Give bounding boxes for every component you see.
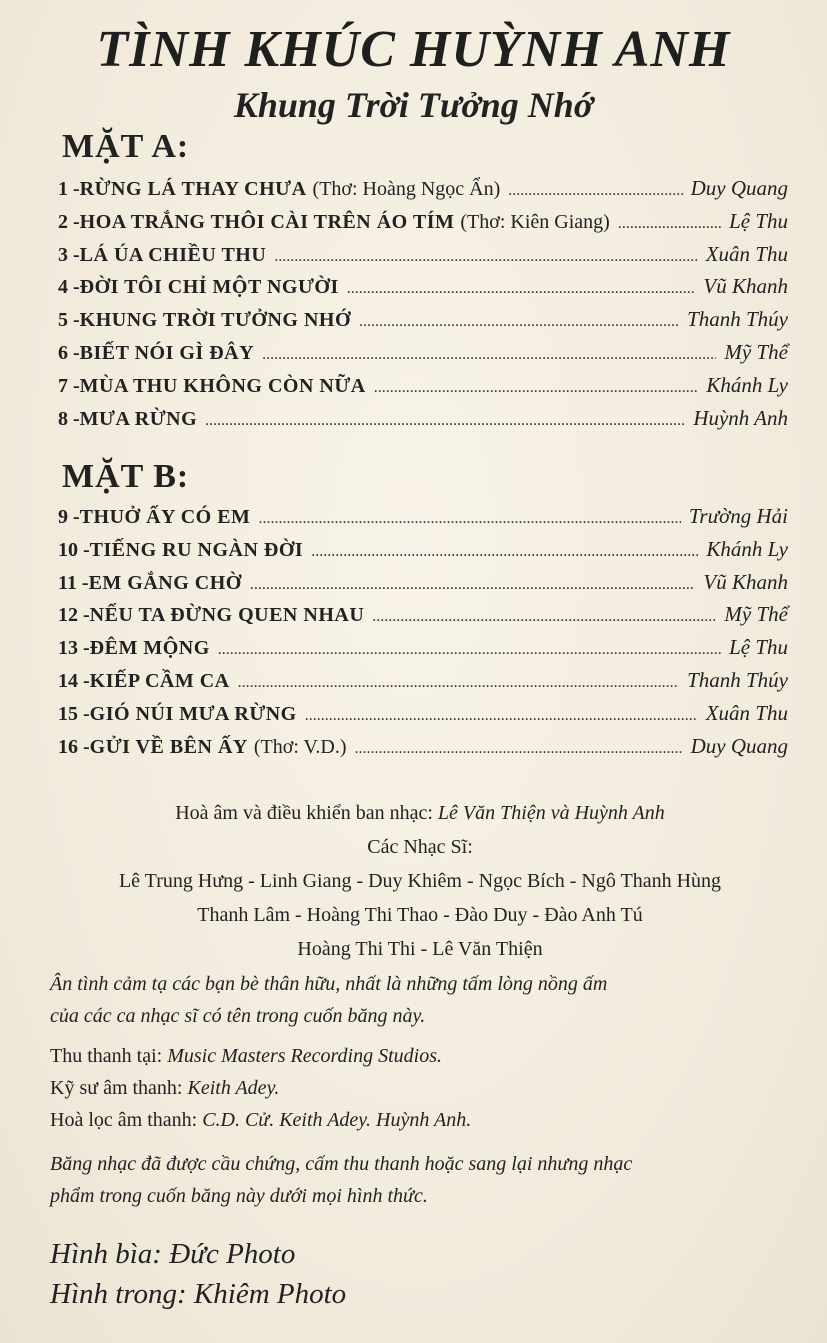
dot-leader xyxy=(359,309,679,332)
side-b-track-list xyxy=(58,504,788,766)
track-number: 14 - xyxy=(58,669,90,692)
track-title: THUỞ ẤY CÓ EM xyxy=(79,506,251,528)
track-title: TIẾNG RU NGÀN ĐỜI xyxy=(89,538,304,561)
track-title: NẾU TA ĐỪNG QUEN NHAU xyxy=(89,604,365,627)
track-poet-note: (Thơ: V.D.) xyxy=(253,735,347,758)
track-poet-note: (Thơ: Hoàng Ngọc Ẩn) xyxy=(312,178,501,200)
track-number: 10 - xyxy=(58,538,90,561)
engineer-value: Keith Adey. xyxy=(187,1077,280,1099)
track-number: 7 - xyxy=(58,374,80,397)
photo-credits xyxy=(50,1234,790,1314)
track-title: GỬI VỀ BÊN ẤY xyxy=(89,735,248,758)
track-artist: Duy Quang xyxy=(690,733,788,758)
engineer-line xyxy=(50,1072,790,1104)
track-artist: Mỹ Thể xyxy=(724,602,788,627)
track-row xyxy=(58,635,788,668)
track-artist: Vũ Khanh xyxy=(703,569,788,594)
track-number: 5 - xyxy=(58,309,80,332)
track-row xyxy=(58,570,788,603)
album-title: TÌNH KHÚC HUỲNH ANH xyxy=(96,21,731,78)
track-title: ĐÊM MỘNG xyxy=(89,637,210,660)
dot-leader xyxy=(305,703,698,726)
track-artist: Xuân Thu xyxy=(705,241,788,266)
copyright-line-1: Băng nhạc đã được cầu chứng, cấm thu thanh hoặc sang lại nhưng nhạc xyxy=(50,1153,633,1175)
track-artist: Thanh Thúy xyxy=(687,667,788,692)
recorded-label: Thu thanh tại: xyxy=(50,1045,163,1067)
studio-credits xyxy=(50,1040,790,1136)
dot-leader xyxy=(374,375,699,398)
track-row xyxy=(58,242,788,275)
dot-leader xyxy=(347,276,696,299)
dot-leader xyxy=(311,539,698,562)
track-number: 4 - xyxy=(58,276,80,299)
thanks-line-1: Ân tình cảm tạ các bạn bè thân hữu, nhất là những tấm lòng nồng ấm xyxy=(50,973,608,995)
track-title: EM GẮNG CHỜ xyxy=(88,571,242,594)
track-title: ĐỜI TÔI CHỈ MỘT NGƯỜI xyxy=(79,276,339,299)
dot-leader xyxy=(258,506,680,529)
musicians-line-2: Thanh Lâm - Hoàng Thi Thao - Đào Duy - Đào Anh Tú xyxy=(197,904,643,926)
track-number: 15 - xyxy=(58,702,90,725)
track-row xyxy=(58,307,788,340)
mixing-line xyxy=(50,1104,790,1136)
track-number: 1 - xyxy=(58,178,80,200)
track-row xyxy=(58,340,788,373)
recorded-line xyxy=(50,1040,790,1072)
dot-leader xyxy=(372,604,716,627)
track-title: KIẾP CẦM CA xyxy=(89,669,230,692)
dot-leader xyxy=(262,342,716,365)
track-title: KHUNG TRỜI TƯỞNG NHỚ xyxy=(79,309,351,332)
copyright-paragraph xyxy=(50,1148,790,1212)
dot-leader xyxy=(205,408,685,431)
track-row xyxy=(58,668,788,701)
track-number: 16 - xyxy=(58,735,90,758)
track-row xyxy=(58,537,788,570)
track-number: 9 - xyxy=(58,506,80,528)
dot-leader xyxy=(508,178,682,201)
track-title: MƯA RỪNG xyxy=(79,407,198,430)
side-a-heading: MẶT A: xyxy=(62,128,190,165)
thanks-line-2: của các ca nhạc sĩ có tên trong cuốn băng này. xyxy=(50,1005,426,1027)
track-artist: Vũ Khanh xyxy=(703,274,788,299)
track-artist: Duy Quang xyxy=(690,176,788,200)
track-artist: Huỳnh Anh xyxy=(693,405,788,430)
track-artist: Lệ Thu xyxy=(729,208,788,233)
mixing-value: C.D. Cử. Keith Adey. Huỳnh Anh. xyxy=(202,1109,472,1131)
track-title: HOA TRẮNG THÔI CÀI TRÊN ÁO TÍM xyxy=(79,210,455,233)
track-artist: Xuân Thu xyxy=(705,700,788,725)
track-artist: Mỹ Thể xyxy=(724,339,788,364)
track-number: 13 - xyxy=(58,637,90,660)
track-row xyxy=(58,209,788,242)
track-row xyxy=(58,406,788,439)
thanks-paragraph xyxy=(50,968,790,1032)
copyright-line-2: phẩm trong cuốn băng này dưới mọi hình thức. xyxy=(50,1185,428,1207)
dot-leader xyxy=(250,572,696,595)
track-row xyxy=(58,274,788,307)
credits-section xyxy=(50,796,790,1314)
track-number: 2 - xyxy=(58,210,80,233)
track-title: LÁ ÚA CHIỀU THU xyxy=(79,243,267,266)
track-artist: Trường Hải xyxy=(688,504,788,528)
track-row xyxy=(58,176,788,209)
track-row xyxy=(58,602,788,635)
track-number: 12 - xyxy=(58,604,90,627)
track-title: BIẾT NÓI GÌ ĐÂY xyxy=(79,341,255,364)
arrangement-line xyxy=(50,796,790,830)
cover-photo-credit: Hình bìa: Đức Photo xyxy=(50,1238,296,1270)
arrangement-value: Lê Văn Thiện và Huỳnh Anh xyxy=(437,802,665,824)
mixing-label: Hoà lọc âm thanh: xyxy=(50,1109,198,1131)
musicians-line-1: Lê Trung Hưng - Linh Giang - Duy Khiêm - Ngọc Bích - Ngô Thanh Hùng xyxy=(118,870,722,892)
track-number: 6 - xyxy=(58,341,80,364)
track-title: GIÓ NÚI MƯA RỪNG xyxy=(89,702,297,725)
engineer-label: Kỹ sư âm thanh: xyxy=(50,1077,183,1099)
dot-leader xyxy=(218,637,721,660)
track-row xyxy=(58,373,788,406)
track-number: 11 - xyxy=(58,571,89,594)
track-number: 3 - xyxy=(58,243,80,266)
dot-leader xyxy=(238,670,679,693)
track-title: RỪNG LÁ THAY CHƯA xyxy=(79,178,307,200)
track-number: 8 - xyxy=(58,407,80,430)
track-artist: Lệ Thu xyxy=(729,635,788,660)
arrangement-label: Hoà âm và điều khiển ban nhạc: xyxy=(175,802,433,824)
dot-leader xyxy=(618,211,721,234)
side-b-heading: MẶT B: xyxy=(62,458,190,495)
track-row xyxy=(58,504,788,537)
track-artist: Khánh Ly xyxy=(706,372,788,397)
track-row xyxy=(58,734,788,767)
track-poet-note: (Thơ: Kiên Giang) xyxy=(460,210,610,233)
album-subtitle: Khung Trời Tưởng Nhớ xyxy=(233,85,594,125)
track-artist: Khánh Ly xyxy=(706,536,788,561)
track-artist: Thanh Thúy xyxy=(687,307,788,332)
dot-leader xyxy=(355,736,683,759)
recorded-value: Music Masters Recording Studios. xyxy=(167,1045,442,1067)
track-title: MÙA THU KHÔNG CÒN NỮA xyxy=(79,374,366,397)
inside-photo-credit: Hình trong: Khiêm Photo xyxy=(50,1278,347,1310)
side-a-track-list xyxy=(58,176,788,438)
musicians-label: Các Nhạc Sĩ: xyxy=(367,836,473,858)
track-row xyxy=(58,701,788,734)
dot-leader xyxy=(274,244,697,267)
musicians-line-3: Hoàng Thi Thi - Lê Văn Thiện xyxy=(297,938,543,960)
